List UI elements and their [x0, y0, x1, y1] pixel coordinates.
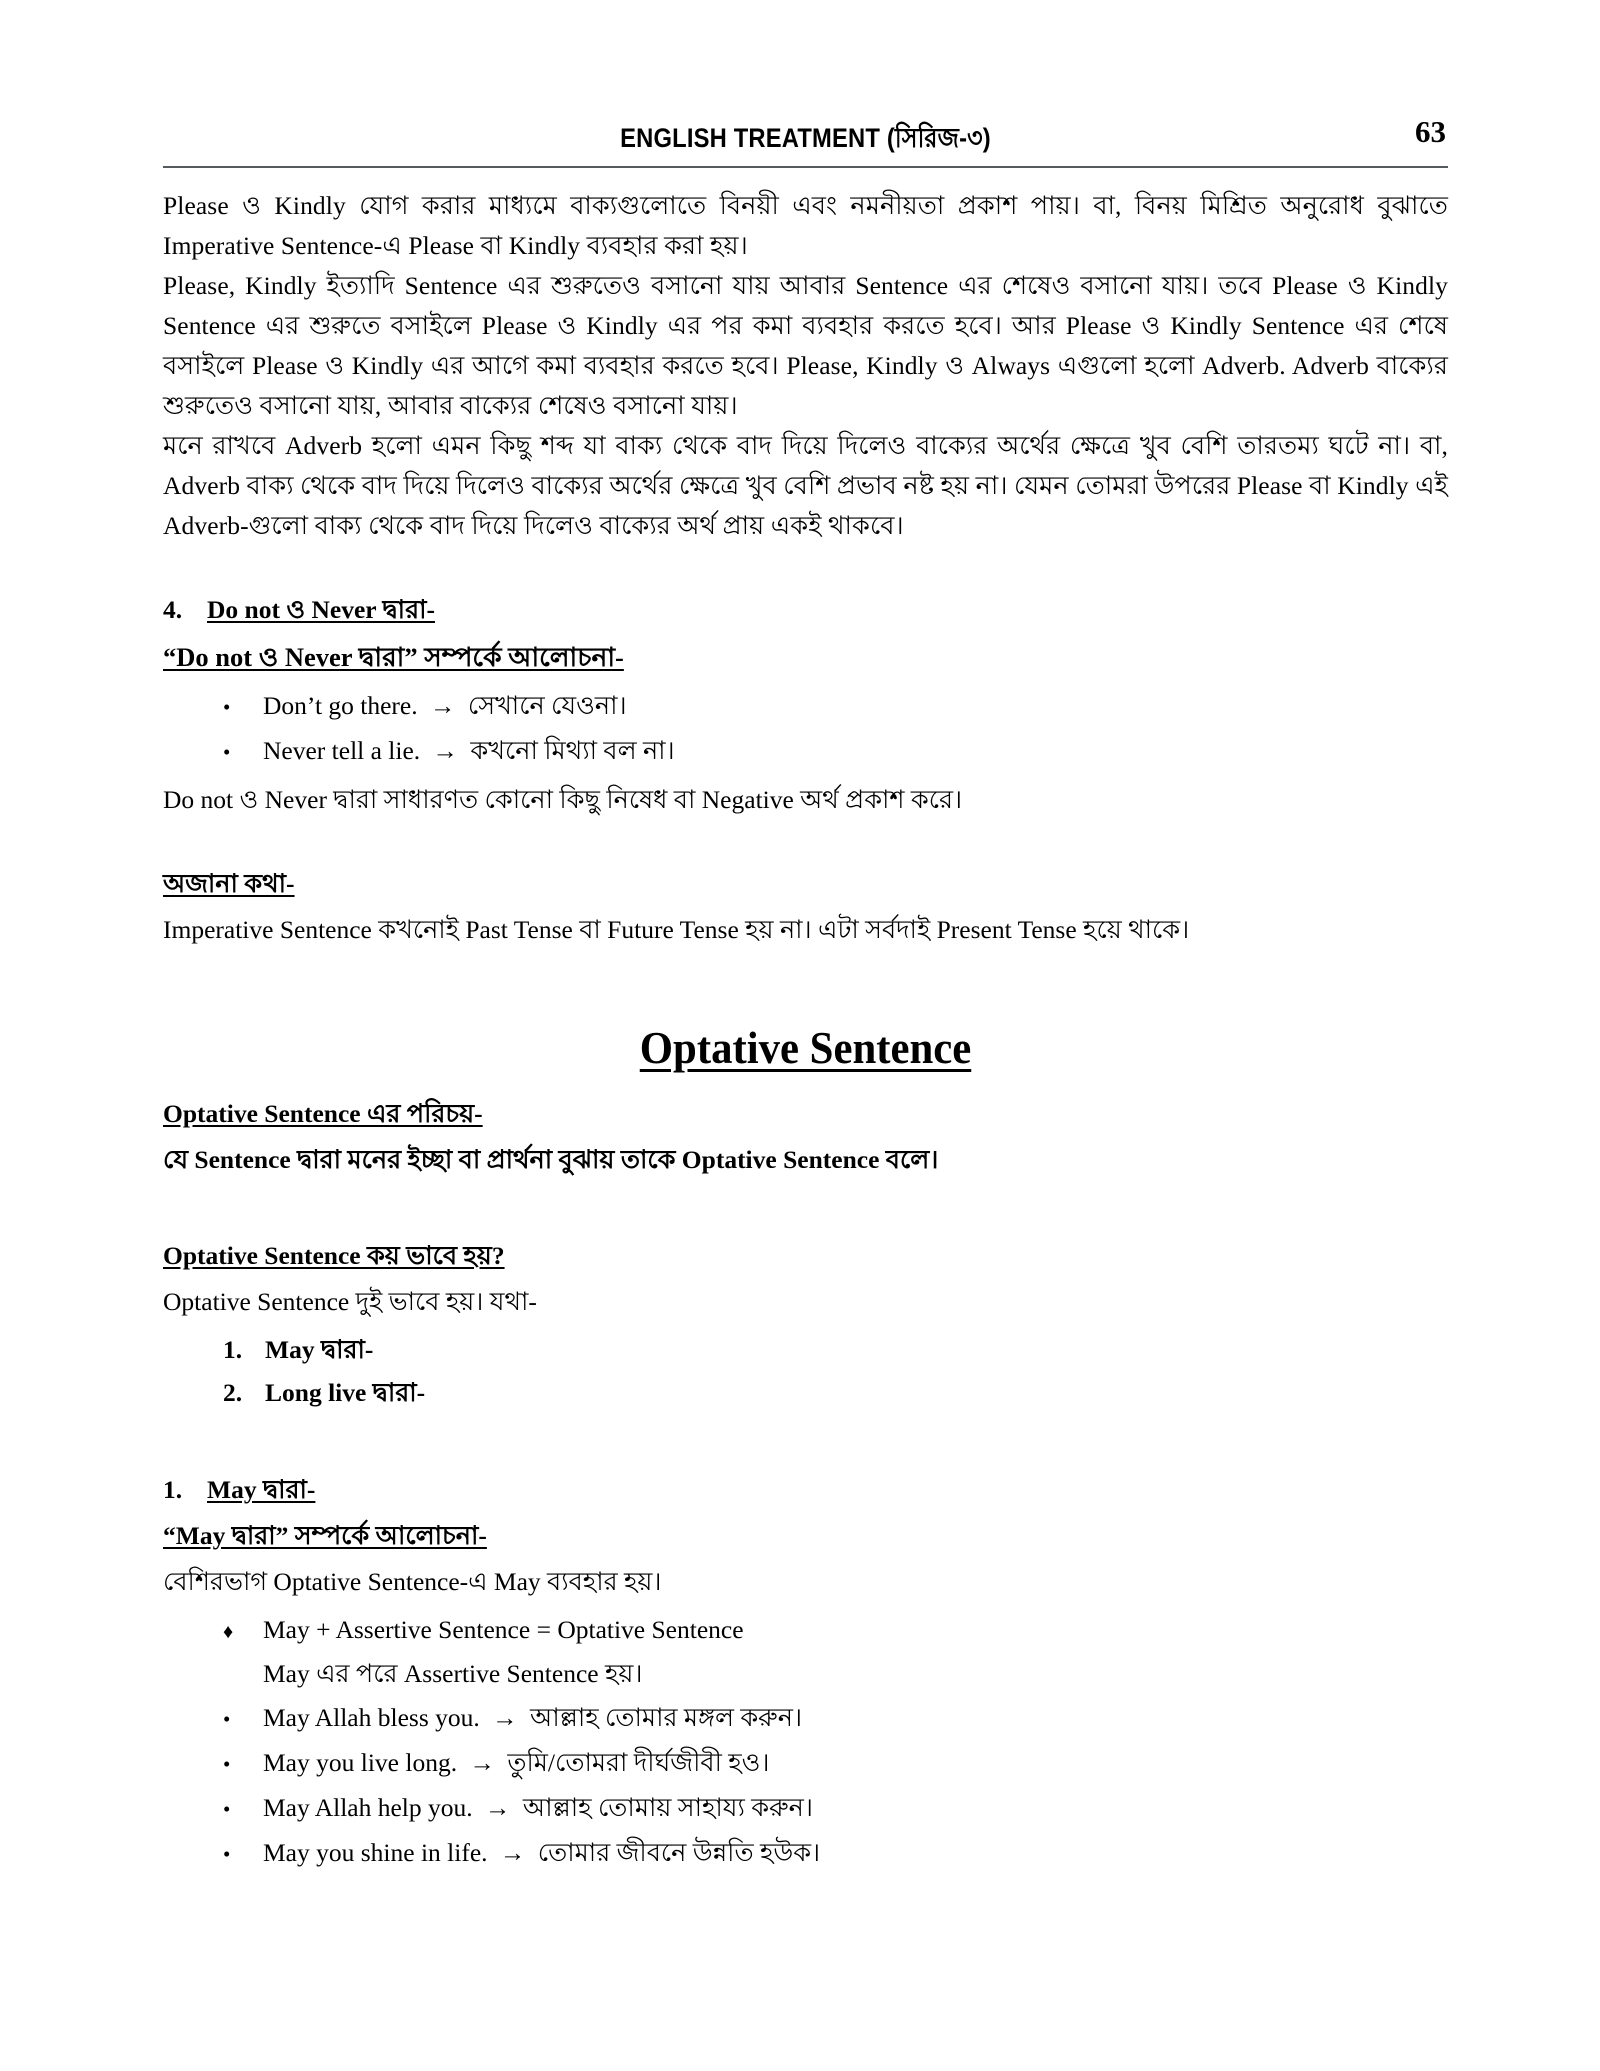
- bullet-icon: •: [223, 1707, 231, 1731]
- bullet-icon: •: [223, 1752, 231, 1776]
- list-item-formula: [163, 1608, 1448, 1696]
- heading-do-not-never: [163, 590, 1448, 630]
- chapter-title-optative-sentence: Optative Sentence: [639, 1022, 972, 1073]
- list-item: [163, 1741, 1448, 1786]
- heading-optative-introduction: Optative Sentence এর পরিচয়-: [163, 1099, 483, 1128]
- list-number: 2.: [223, 1378, 243, 1407]
- heading-number: 4.: [163, 595, 183, 624]
- spacer: [163, 1180, 1448, 1236]
- paragraph-optative-definition: যে Sentence দ্বারা মনের ইচ্ছা বা প্রার্থনা বুঝায় তাকে Optative Sentence বলে।: [163, 1145, 939, 1174]
- arrow-icon: →: [485, 1793, 511, 1822]
- formula-body: [263, 1608, 1448, 1696]
- heading-label: Do not ও Never দ্বারা-: [207, 595, 435, 624]
- arrow-icon: →: [432, 736, 459, 765]
- list-label: May দ্বারা-: [265, 1335, 374, 1364]
- paragraph-may-usage: বেশিরভাগ Optative Sentence-এ May ব্যবহার হয়।: [163, 1567, 662, 1596]
- paragraph-please-kindly-intro: Please ও Kindly যোগ করার মাধ্যমে বাক্যগুলোতে বিনয়ী এবং নমনীয়তা প্রকাশ পায়। বা, বিনয় মিশ্রিত অনুরোধ বুঝাতে Imperative Sentence-এ Please বা Kindly ব্যবহার করা হয়।: [163, 191, 1448, 260]
- example-body: [263, 1696, 1448, 1740]
- example-bangla: কখনো মিথ্যা বল না।: [470, 736, 675, 765]
- bullet-icon: •: [223, 695, 231, 719]
- formula-line-1: May + Assertive Sentence = Optative Sentence: [263, 1615, 744, 1644]
- spacer: [163, 950, 1448, 1020]
- example-english: May Allah bless you.: [263, 1703, 480, 1732]
- spacer: [163, 1076, 1448, 1094]
- example-bangla: সেখানে যেওনা।: [467, 691, 627, 720]
- page-content: [163, 0, 1448, 1876]
- arrow-icon: →: [469, 1748, 495, 1777]
- bullet-icon: •: [223, 740, 231, 764]
- bullet-icon: •: [223, 1797, 231, 1821]
- example-bangla: তোমার জীবনে উন্নতি হউক।: [537, 1838, 821, 1867]
- example-english: Don’t go there.: [263, 691, 418, 720]
- heading-label: May দ্বারা-: [207, 1475, 316, 1504]
- diamond-bullet-icon: ♦: [223, 1621, 234, 1643]
- list-item: [163, 1371, 1448, 1414]
- arrow-icon: →: [499, 1838, 526, 1867]
- example-english: May you live long.: [263, 1748, 458, 1777]
- example-english: Never tell a lie.: [263, 736, 421, 765]
- example-body: [263, 684, 1448, 728]
- paragraph-unknown-facts: Imperative Sentence কখনোই Past Tense বা Future Tense হয় না। এটা সর্বদাই Present Tense হয়ে থাকে।: [163, 915, 1190, 944]
- list-label: Long live দ্বারা-: [265, 1378, 426, 1407]
- list-number: 1.: [223, 1335, 243, 1364]
- arrow-icon: →: [430, 691, 456, 720]
- list-optative-types: [163, 1328, 1448, 1414]
- example-body: [263, 1786, 1448, 1830]
- list-item: [163, 1786, 1448, 1831]
- list-item: [163, 1328, 1448, 1371]
- paragraph-optative-types-answer: Optative Sentence দুই ভাবে হয়। যথা-: [163, 1287, 537, 1316]
- list-item: [163, 1831, 1448, 1876]
- example-body: [263, 729, 1448, 773]
- example-bangla: তুমি/তোমরা দীর্ঘজীবী হও।: [507, 1748, 770, 1777]
- example-english: May Allah help you.: [263, 1793, 473, 1822]
- heading-may-discussion: “May দ্বারা” সম্পর্কে আলোচনা-: [163, 1521, 487, 1550]
- heading-unknown-facts: অজানা কথা-: [163, 869, 295, 898]
- spacer: [163, 1414, 1448, 1470]
- paragraph-do-not-never-meaning: Do not ও Never দ্বারা সাধারণত কোনো কিছু নিষেধ বা Negative অর্থ প্রকাশ করে।: [163, 785, 963, 814]
- heading-number: 1.: [163, 1475, 183, 1504]
- list-may-formula-and-examples: [163, 1608, 1448, 1876]
- formula-line-2: May এর পরে Assertive Sentence হয়।: [263, 1659, 643, 1688]
- paragraph-please-kindly-placement: Please, Kindly ইত্যাদি Sentence এর শুরুতেও বসানো যায় আবার Sentence এর শেষেও বসানো যায়। তবে Please ও Kindly Sentence এর শুরুতে বসাইলে Please ও Kindly এর পর কমা ব্যবহার করতে হবে। আর Please ও Kindly Sentence এর শেষে বসাইলে Please ও Kindly এর আগে কমা ব্যবহার করতে হবে। Please, Kindly ও Always এগুলো হলো Adverb. Adverb বাক্যের শুরুতেও বসানো যায়, আবার বাক্যের শেষেও বসানো যায়।: [163, 271, 1448, 420]
- example-bangla: আল্লাহ তোমায় সাহায্য করুন।: [522, 1793, 813, 1822]
- example-bangla: আল্লাহ তোমার মঙ্গল করুন।: [530, 1703, 803, 1732]
- page-header: [163, 114, 1448, 186]
- heading-do-not-never-discussion: “Do not ও Never দ্বারা” সম্পর্কে আলোচনা-: [163, 642, 624, 672]
- spacer: [163, 546, 1448, 590]
- header-divider: [163, 166, 1448, 168]
- heading-may-section: [163, 1470, 1448, 1510]
- example-english: May you shine in life.: [263, 1838, 488, 1867]
- examples-do-not-never: [163, 684, 1448, 774]
- book-title: ENGLISH TREATMENT (সিরিজ-৩): [620, 123, 991, 153]
- heading-optative-types-question: Optative Sentence কয় ভাবে হয়?: [163, 1241, 505, 1270]
- arrow-icon: →: [492, 1703, 518, 1732]
- page-number: 63: [1415, 114, 1446, 149]
- list-item: [163, 729, 1448, 774]
- paragraph-adverb-explanation: মনে রাখবে Adverb হলো এমন কিছু শব্দ যা বাক্য থেকে বাদ দিয়ে দিলেও বাক্যের অর্থের ক্ষেত্রে খুব বেশি তারতম্য ঘটে না। বা, Adverb বাক্য থেকে বাদ দিয়ে দিলেও বাক্যের অর্থের ক্ষেত্রে খুব বেশি প্রভাব নষ্ট হয় না। যেমন তোমরা উপরের Please বা Kindly এই Adverb-গুলো বাক্য থেকে বাদ দিয়ে দিলেও বাক্যের অর্থ প্রায় একই থাকবে।: [163, 431, 1448, 540]
- list-item: [163, 684, 1448, 729]
- example-body: [263, 1741, 1448, 1785]
- bullet-icon: •: [223, 1842, 231, 1866]
- spacer: [163, 820, 1448, 864]
- list-item: [163, 1696, 1448, 1741]
- example-body: [263, 1831, 1448, 1875]
